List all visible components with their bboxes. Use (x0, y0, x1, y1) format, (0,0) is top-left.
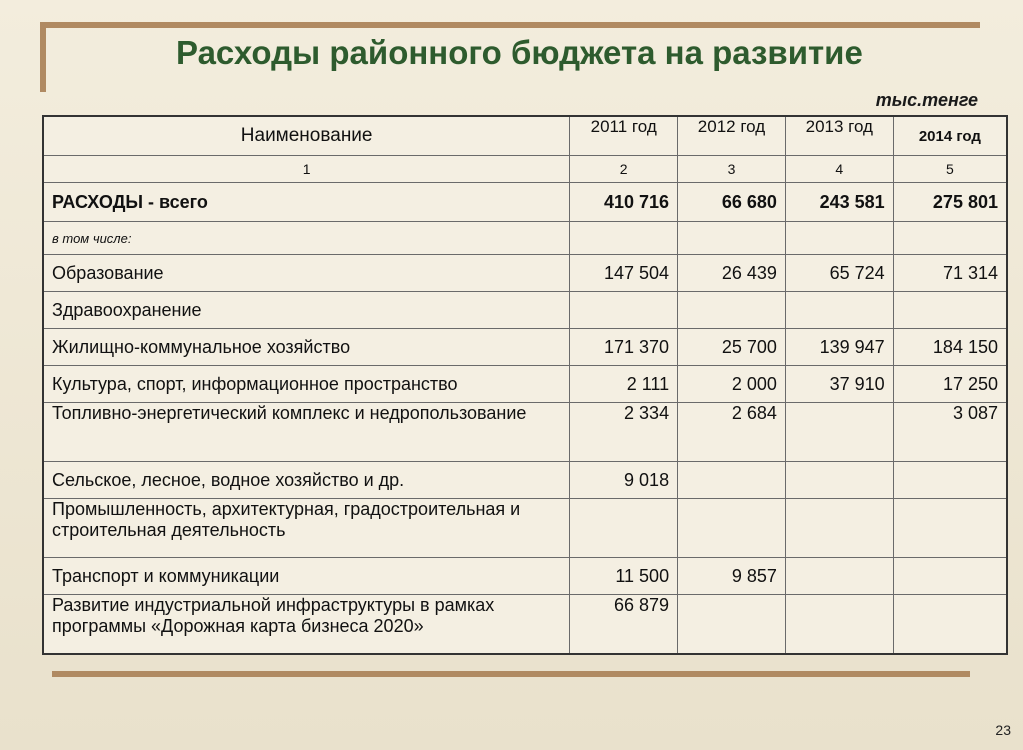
row-value-2012 (678, 462, 786, 499)
header-2011: 2011 год (570, 116, 678, 156)
row-value-2014: 71 314 (893, 255, 1007, 292)
row-value-2012: 26 439 (678, 255, 786, 292)
row-value-2013: 139 947 (785, 329, 893, 366)
total-name: РАСХОДЫ - всего (43, 183, 570, 222)
table-row (43, 255, 1007, 292)
total-2011: 410 716 (570, 183, 678, 222)
index-row (43, 156, 1007, 183)
row-value-2011 (570, 292, 678, 329)
total-2012: 66 680 (678, 183, 786, 222)
row-value-2014 (893, 558, 1007, 595)
row-value-2012 (678, 499, 786, 558)
row-name: Культура, спорт, информационное пространство (43, 366, 570, 403)
row-value-2011: 171 370 (570, 329, 678, 366)
index-cell: 4 (785, 156, 893, 183)
row-value-2012 (678, 595, 786, 655)
row-value-2013 (785, 558, 893, 595)
index-cell: 1 (43, 156, 570, 183)
row-name: Образование (43, 255, 570, 292)
total-2014: 275 801 (893, 183, 1007, 222)
page-number: 23 (995, 722, 1011, 738)
row-value-2012: 9 857 (678, 558, 786, 595)
row-value-2014 (893, 499, 1007, 558)
row-value-2014: 184 150 (893, 329, 1007, 366)
row-value-2013 (785, 499, 893, 558)
row-name: Жилищно-коммунальное хозяйство (43, 329, 570, 366)
row-value-2014 (893, 292, 1007, 329)
table-row (43, 403, 1007, 462)
header-2013: 2013 год (785, 116, 893, 156)
row-value-2014: 17 250 (893, 366, 1007, 403)
row-name: Развитие индустриальной инфраструктуры в рамках программы «Дорожная карта бизнеса 2020» (43, 595, 570, 655)
frame-top-bar (40, 22, 980, 28)
row-value-2013: 65 724 (785, 255, 893, 292)
table-row (43, 329, 1007, 366)
total-2013: 243 581 (785, 183, 893, 222)
row-value-2014 (893, 462, 1007, 499)
header-2014: 2014 год (893, 116, 1007, 156)
frame-left-bar (40, 22, 46, 92)
row-value-2011: 9 018 (570, 462, 678, 499)
row-value-2013 (785, 462, 893, 499)
budget-table (42, 115, 1008, 655)
row-value-2011 (570, 499, 678, 558)
row-value-2013 (785, 403, 893, 462)
table-header-row (43, 116, 1007, 156)
total-row (43, 183, 1007, 222)
row-value-2012: 2 000 (678, 366, 786, 403)
row-value-2011: 66 879 (570, 595, 678, 655)
table-row (43, 366, 1007, 403)
row-value-2013: 37 910 (785, 366, 893, 403)
row-value-2013 (785, 595, 893, 655)
table-row (43, 595, 1007, 655)
table-row (43, 292, 1007, 329)
index-cell: 2 (570, 156, 678, 183)
subheader-label: в том числе: (43, 222, 570, 255)
row-value-2014: 3 087 (893, 403, 1007, 462)
bottom-decor-bar (52, 671, 970, 677)
header-name: Наименование (43, 116, 570, 156)
row-value-2014 (893, 595, 1007, 655)
unit-label: тыс.тенге (875, 90, 978, 110)
row-value-2012: 25 700 (678, 329, 786, 366)
row-value-2012: 2 684 (678, 403, 786, 462)
slide-title: Расходы районного бюджета на развитие (176, 34, 863, 71)
row-name: Здравоохранение (43, 292, 570, 329)
subheader-row (43, 222, 1007, 255)
table-row (43, 462, 1007, 499)
row-value-2013 (785, 292, 893, 329)
row-value-2011: 2 111 (570, 366, 678, 403)
row-name: Сельское, лесное, водное хозяйство и др. (43, 462, 570, 499)
row-value-2012 (678, 292, 786, 329)
row-value-2011: 147 504 (570, 255, 678, 292)
row-name: Транспорт и коммуникации (43, 558, 570, 595)
table-row (43, 558, 1007, 595)
index-cell: 3 (678, 156, 786, 183)
row-name: Промышленность, архитектурная, градостроительная и строительная деятельность (43, 499, 570, 558)
table-row (43, 499, 1007, 558)
row-value-2011: 2 334 (570, 403, 678, 462)
row-value-2011: 11 500 (570, 558, 678, 595)
index-cell: 5 (893, 156, 1007, 183)
header-2012: 2012 год (678, 116, 786, 156)
row-name: Топливно-энергетический комплекс и недропользование (43, 403, 570, 462)
